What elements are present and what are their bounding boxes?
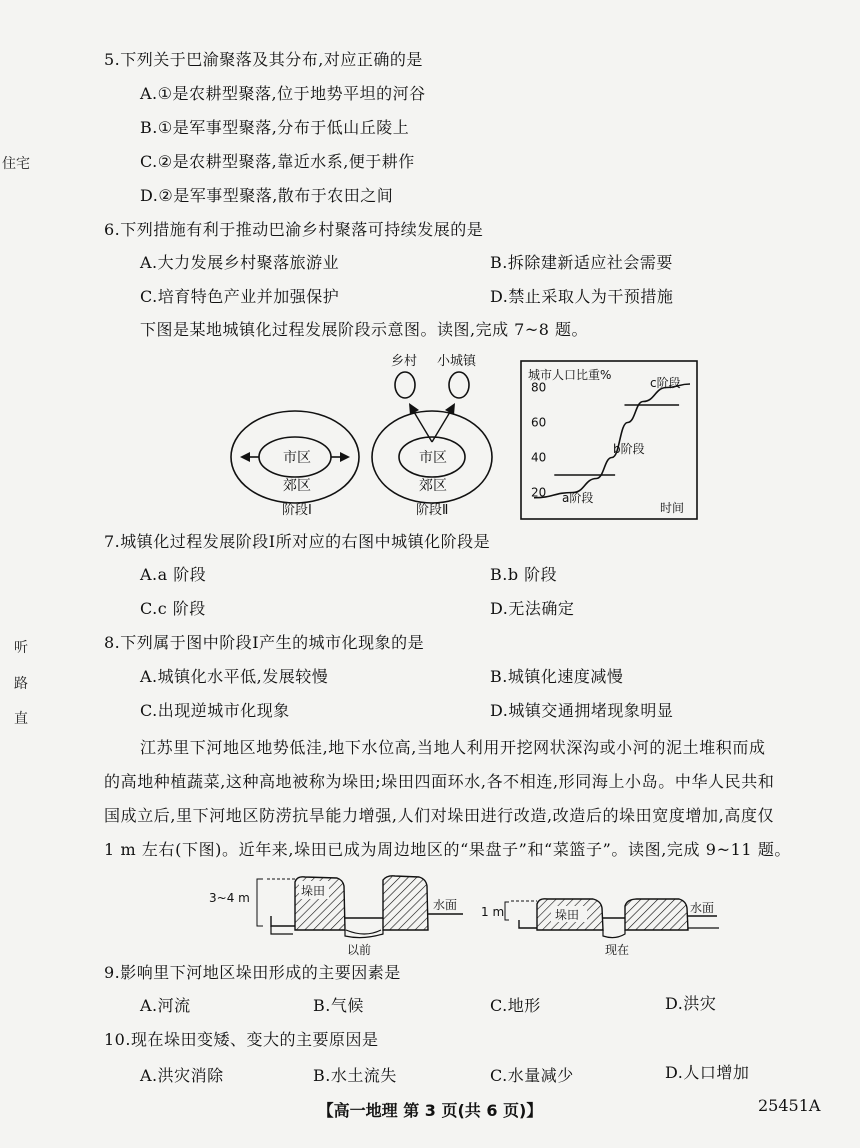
chart-xlabel: 时间 xyxy=(660,501,685,515)
water-before-label: 水面 xyxy=(433,898,458,912)
q5-option-d: D.②是军事型聚落,散布于农田之间 xyxy=(140,186,394,205)
q9-option-b: B.气候 xyxy=(313,996,364,1015)
urbanization-curve-chart xyxy=(520,360,698,520)
height-after-label: 1 m xyxy=(481,905,505,919)
q7-option-a: A.a 阶段 xyxy=(140,565,207,584)
q6-option-b: B.拆除建新适应社会需要 xyxy=(490,253,673,272)
q7-option-b: B.b 阶段 xyxy=(490,565,558,584)
passage-line-3: 国成立后,里下河地区防涝抗旱能力增强,人们对垛田进行改造,改造后的垛田宽度增加,高度仅 xyxy=(104,806,775,825)
stage1-label: 阶段Ⅰ xyxy=(282,503,312,518)
series-line xyxy=(534,384,690,498)
chart-title: 城市人口比重% xyxy=(528,368,612,382)
q5-option-a: A.①是农耕型聚落,位于地势平坦的河谷 xyxy=(140,84,426,103)
q5-option-c: C.②是农耕型聚落,靠近水系,便于耕作 xyxy=(140,152,415,171)
q9-option-a: A.河流 xyxy=(140,996,191,1015)
q10-option-b: B.水土流失 xyxy=(313,1066,397,1085)
margin-mark: 直 xyxy=(14,711,28,727)
q9-option-c: C.地形 xyxy=(490,996,541,1015)
question-7-stem: 7.城镇化过程发展阶段Ⅰ所对应的右图中城镇化阶段是 xyxy=(104,532,491,551)
margin-mark: 听 xyxy=(14,640,28,656)
q7-option-c: C.c 阶段 xyxy=(140,599,206,618)
question-5-stem: 5.下列关于巴渝聚落及其分布,对应正确的是 xyxy=(104,50,423,69)
stage2-city-label: 市区 xyxy=(419,450,447,466)
page-footer: 【高一地理 第 3 页(共 6 页)】 xyxy=(317,1101,543,1120)
height-before-label: 3~4 m xyxy=(209,891,250,905)
passage-line-4: 1 m 左右(下图)。近年来,垛田已成为周边地区的“果盘子”和“菜篮子”。读图,完成 9~11 题。 xyxy=(104,840,792,859)
y-tick-label: 60 xyxy=(531,415,547,430)
caption-before: 以前 xyxy=(347,943,372,957)
q10-option-c: C.水量减少 xyxy=(490,1066,574,1085)
q8-option-c: C.出现逆城市化现象 xyxy=(140,701,290,720)
stage-b-label: b阶段 xyxy=(613,442,645,456)
town-label: 小城镇 xyxy=(437,354,477,369)
q8-option-d: D.城镇交通拥堵现象明显 xyxy=(490,701,674,720)
question-6-stem: 6.下列措施有利于推动巴渝乡村聚落可持续发展的是 xyxy=(104,220,484,239)
field-before-label: 垛田 xyxy=(301,884,326,898)
q8-option-b: B.城镇化速度减慢 xyxy=(490,667,624,686)
margin-mark: 路 xyxy=(14,676,28,692)
passage-line-1: 江苏里下河地区地势低洼,地下水位高,当地人利用开挖网状深沟或小河的泥土堆积而成 xyxy=(140,738,766,757)
q5-option-b: B.①是军事型聚落,分布于低山丘陵上 xyxy=(140,118,410,137)
y-tick-label: 80 xyxy=(531,380,547,395)
q7-option-d: D.无法确定 xyxy=(490,599,575,618)
question-9-stem: 9.影响里下河地区垛田形成的主要因素是 xyxy=(104,963,401,982)
urbanization-stage-diagram xyxy=(230,350,520,520)
q10-option-d: D.人口增加 xyxy=(665,1063,750,1082)
q6-option-a: A.大力发展乡村聚落旅游业 xyxy=(140,253,340,272)
stage1-city-label: 市区 xyxy=(283,450,311,466)
village-label: 乡村 xyxy=(391,354,418,369)
q6-option-c: C.培育特色产业并加强保护 xyxy=(140,287,340,306)
y-tick-label: 40 xyxy=(531,450,547,465)
margin-mark-top: 住宅 xyxy=(2,156,30,172)
stage2-suburb-label: 郊区 xyxy=(419,478,447,494)
q6-option-d: D.禁止采取人为干预措施 xyxy=(490,287,674,306)
stage1-suburb-label: 郊区 xyxy=(283,478,311,494)
caption-after: 现在 xyxy=(605,943,630,957)
stage2-label: 阶段Ⅱ xyxy=(416,503,449,518)
raised-field-diagram xyxy=(205,868,735,960)
stage-a-label: a阶段 xyxy=(562,491,594,505)
q9-option-d: D.洪灾 xyxy=(665,994,717,1013)
passage-line-2: 的高地种植蔬菜,这种高地被称为垛田;垛田四面环水,各不相连,形同海上小岛。中华人民共和 xyxy=(104,772,775,791)
question-10-stem: 10.现在垛田变矮、变大的主要原因是 xyxy=(104,1030,379,1049)
intro-7-8: 下图是某地城镇化过程发展阶段示意图。读图,完成 7~8 题。 xyxy=(140,320,589,339)
stage-c-label: c阶段 xyxy=(650,376,681,390)
question-8-stem: 8.下列属于图中阶段Ⅰ产生的城市化现象的是 xyxy=(104,633,425,652)
water-after-label: 水面 xyxy=(690,901,715,915)
q10-option-a: A.洪灾消除 xyxy=(140,1066,224,1085)
q8-option-a: A.城镇化水平低,发展较慢 xyxy=(140,667,329,686)
field-after-label: 垛田 xyxy=(555,908,580,922)
paper-code: 25451A xyxy=(758,1096,821,1115)
y-tick-label: 20 xyxy=(531,485,547,500)
